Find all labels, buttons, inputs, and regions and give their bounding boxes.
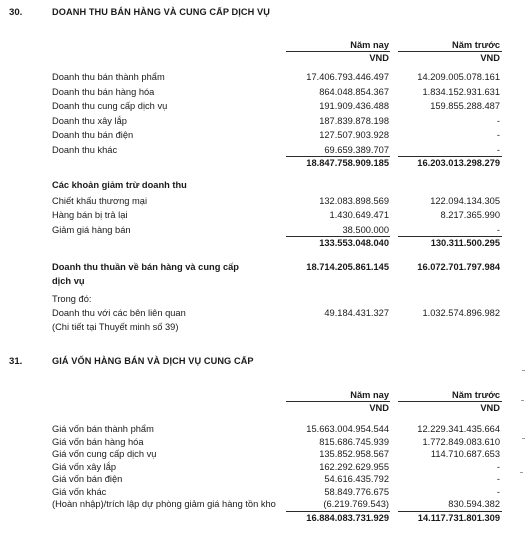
s30-deduction-rule-2 bbox=[398, 236, 502, 237]
deductions-total-current: 133.553.048.040 bbox=[319, 238, 389, 248]
row-label: Giá vốn cung cấp dịch vụ bbox=[52, 449, 157, 459]
row-current: 1.430.649.471 bbox=[329, 210, 389, 220]
row-current: 864.048.854.367 bbox=[319, 87, 389, 97]
deductions-total-prior: 130.311.500.295 bbox=[430, 238, 500, 248]
net-revenue-current: 18.714.205.861.145 bbox=[306, 262, 389, 272]
related-party-row-cont bbox=[52, 322, 502, 335]
row-current: 132.083.898.569 bbox=[319, 196, 389, 206]
row-label: Giá vốn bán thành phẩm bbox=[52, 424, 154, 434]
row-prior: - bbox=[496, 130, 500, 140]
table-row bbox=[52, 424, 502, 437]
table-row bbox=[52, 210, 502, 223]
row-current: 54.616.435.792 bbox=[324, 474, 389, 484]
row-prior: - bbox=[496, 462, 500, 472]
s30-subtotal-rule-2 bbox=[398, 156, 502, 157]
table-row bbox=[52, 196, 502, 209]
of-which-label: Trong đó: bbox=[52, 294, 92, 304]
row-label: Doanh thu bán hàng hóa bbox=[52, 87, 155, 97]
row-label: Giảm giá hàng bán bbox=[52, 225, 131, 235]
s30-subtotal-rule-1 bbox=[286, 156, 390, 157]
row-prior: - bbox=[496, 225, 500, 235]
row-label: Giá vốn khác bbox=[52, 487, 107, 497]
table-row bbox=[52, 116, 502, 129]
row-prior: 14.209.005.078.161 bbox=[417, 72, 500, 82]
table-row bbox=[52, 449, 502, 462]
cogs-total-row bbox=[52, 513, 502, 526]
revenue-total-current: 18.847.758.909.185 bbox=[306, 158, 389, 168]
net-revenue-prior: 16.072.701.797.984 bbox=[417, 262, 500, 272]
table-row bbox=[52, 87, 502, 100]
deductions-total-row bbox=[52, 238, 502, 251]
row-current: 69.659.389.707 bbox=[324, 145, 389, 155]
table-row bbox=[52, 130, 502, 143]
section-30-number: 30. bbox=[9, 7, 23, 18]
row-label: Giá vốn xây lắp bbox=[52, 462, 117, 472]
s31-header-current-year: Năm nay bbox=[350, 390, 389, 400]
related-party-note: (Chi tiết tại Thuyết minh số 39) bbox=[52, 322, 179, 332]
row-prior: - bbox=[496, 474, 500, 484]
section-30-title: DOANH THU BÁN HÀNG VÀ CUNG CẤP DỊCH VỤ bbox=[52, 7, 271, 17]
s31-unit-prior: VND bbox=[480, 403, 500, 413]
table-row bbox=[52, 474, 502, 487]
row-current: 127.507.903.928 bbox=[319, 130, 389, 140]
row-label: Doanh thu bán điện bbox=[52, 130, 134, 140]
revenue-total-prior: 16.203.013.298.279 bbox=[417, 158, 500, 168]
row-label: Hàng bán bị trả lại bbox=[52, 210, 128, 220]
related-party-label: Doanh thu với các bên liên quan bbox=[52, 308, 186, 318]
s30-unit-current: VND bbox=[369, 53, 389, 63]
row-prior: 8.217.365.990 bbox=[440, 210, 500, 220]
row-prior: 12.229.341.435.664 bbox=[417, 424, 500, 434]
row-current: (6.219.769.543) bbox=[323, 499, 389, 509]
related-party-prior: 1.032.574.896.982 bbox=[422, 308, 500, 318]
related-party-row bbox=[52, 308, 502, 321]
s31-header-rule-1 bbox=[286, 401, 390, 402]
row-current: 191.909.436.488 bbox=[319, 101, 389, 111]
row-prior: 1.834.152.931.631 bbox=[422, 87, 500, 97]
s30-header-rule-1 bbox=[286, 51, 390, 52]
s30-header-rule-2 bbox=[398, 51, 502, 52]
deductions-heading bbox=[52, 180, 502, 193]
row-current: 815.686.745.939 bbox=[319, 437, 389, 447]
row-current: 162.292.629.955 bbox=[319, 462, 389, 472]
s30-header-prior-year: Năm trước bbox=[452, 40, 500, 50]
row-prior: - bbox=[496, 487, 500, 497]
row-label: Giá vốn bán hàng hóa bbox=[52, 437, 144, 447]
row-prior: 114.710.687.653 bbox=[430, 449, 500, 459]
row-prior: - bbox=[496, 145, 500, 155]
row-prior: 830.594.382 bbox=[448, 499, 500, 509]
cogs-total-prior: 14.117.731.801.309 bbox=[417, 513, 500, 523]
s30-deduction-rule-1 bbox=[286, 236, 390, 237]
s31-total-rule-2 bbox=[398, 511, 502, 512]
cogs-total-current: 16.884.083.731.929 bbox=[306, 513, 389, 523]
net-revenue-row-cont bbox=[52, 276, 502, 289]
s31-header-rule-2 bbox=[398, 401, 502, 402]
s30-header-current-year: Năm nay bbox=[350, 40, 389, 50]
net-revenue-label: Doanh thu thuần về bán hàng và cung cấp bbox=[52, 262, 239, 272]
section-31-title: GIÁ VỐN HÀNG BÁN VÀ DỊCH VỤ CUNG CẤP bbox=[52, 356, 254, 366]
row-label: Doanh thu bán thành phẩm bbox=[52, 72, 165, 82]
page-binding-marks bbox=[517, 360, 527, 510]
row-prior: - bbox=[496, 116, 500, 126]
row-prior: 159.855.288.487 bbox=[430, 101, 500, 111]
row-prior: 1.772.849.083.610 bbox=[422, 437, 500, 447]
table-row bbox=[52, 72, 502, 85]
row-label: Doanh thu xây lắp bbox=[52, 116, 127, 126]
deductions-title: Các khoản giảm trừ doanh thu bbox=[52, 180, 187, 190]
section-31-number: 31. bbox=[9, 356, 23, 367]
row-label: Doanh thu cung cấp dịch vụ bbox=[52, 101, 168, 111]
row-current: 187.839.878.198 bbox=[319, 116, 389, 126]
row-current: 15.663.004.954.544 bbox=[306, 424, 389, 434]
row-current: 17.406.793.446.497 bbox=[306, 72, 389, 82]
net-revenue-row bbox=[52, 262, 502, 275]
row-current: 135.852.958.567 bbox=[319, 449, 389, 459]
revenue-total-row bbox=[52, 158, 502, 171]
s31-header-prior-year: Năm trước bbox=[452, 390, 500, 400]
net-revenue-label-cont: dịch vụ bbox=[52, 276, 85, 286]
row-current: 38.500.000 bbox=[342, 225, 389, 235]
row-label: (Hoàn nhập)/trích lập dự phòng giảm giá hàng tồn kho bbox=[52, 499, 276, 509]
table-row bbox=[52, 101, 502, 114]
of-which-row bbox=[52, 294, 502, 307]
row-label: Chiết khấu thương mại bbox=[52, 196, 148, 206]
row-label: Doanh thu khác bbox=[52, 145, 118, 155]
related-party-current: 49.184.431.327 bbox=[324, 308, 389, 318]
row-label: Giá vốn bán điện bbox=[52, 474, 123, 484]
s31-total-rule-1 bbox=[286, 511, 390, 512]
s30-unit-prior: VND bbox=[480, 53, 500, 63]
s31-unit-current: VND bbox=[369, 403, 389, 413]
row-current: 58.849.776.675 bbox=[324, 487, 389, 497]
row-prior: 122.094.134.305 bbox=[430, 196, 500, 206]
